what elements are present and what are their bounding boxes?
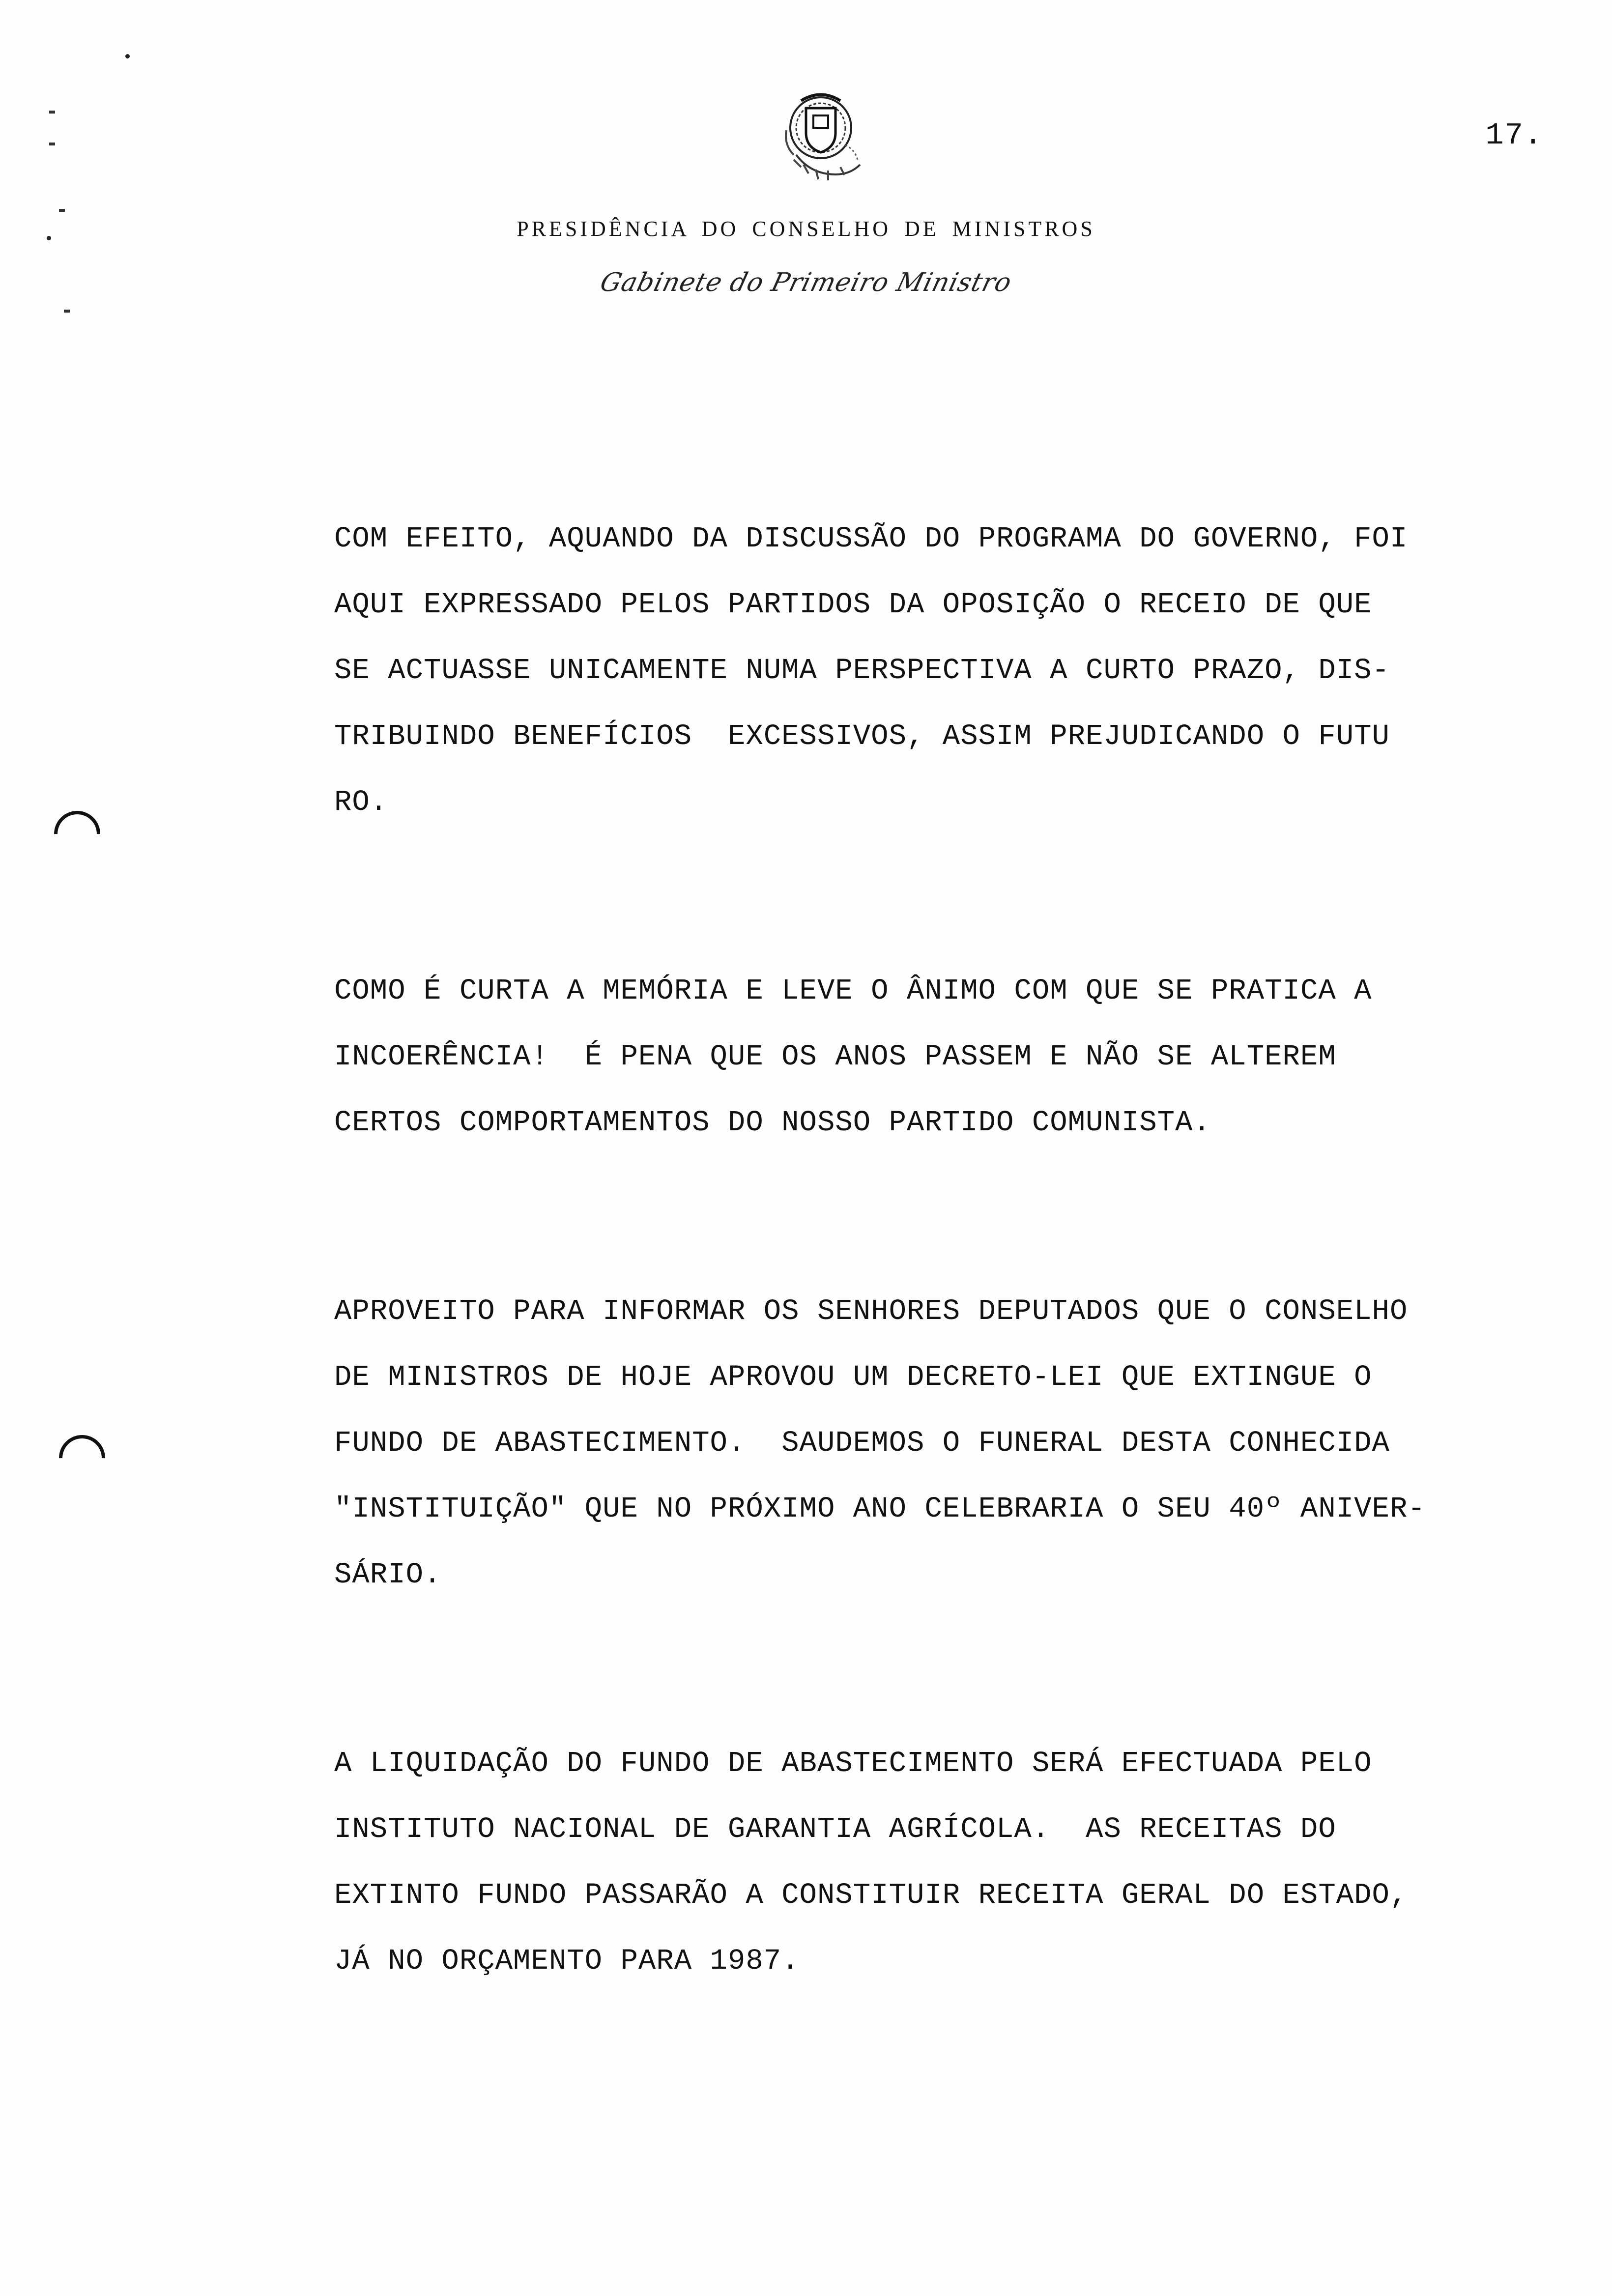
- punch-hole-mark-icon: [45, 802, 110, 867]
- paragraph: [334, 1279, 1524, 1608]
- text-line: CERTOS COMPORTAMENTOS DO NOSSO PARTIDO COMUNISTA.: [334, 1106, 1211, 1139]
- letterhead-title: PRESIDÊNCIA DO CONSELHO DE MINISTROS: [517, 217, 1095, 241]
- punch-hole-mark-icon: [50, 1426, 115, 1491]
- paragraph: [334, 506, 1524, 835]
- text-line: TRIBUINDO BENEFÍCIOS EXCESSIVOS, ASSIM PREJUDICANDO O FUTU: [334, 720, 1390, 753]
- scan-speck: [125, 54, 130, 58]
- scan-speck: [59, 209, 65, 212]
- text-line: RO.: [334, 786, 388, 819]
- text-line: EXTINTO FUNDO PASSARÃO A CONSTITUIR RECEITA GERAL DO ESTADO,: [334, 1879, 1408, 1912]
- text-line: INSTITUTO NACIONAL DE GARANTIA AGRÍCOLA. AS RECEITAS DO: [334, 1813, 1336, 1846]
- text-line: FUNDO DE ABASTECIMENTO. SAUDEMOS O FUNERAL DESTA CONHECIDA: [334, 1427, 1390, 1460]
- scan-speck: [49, 143, 55, 145]
- text-line: "INSTITUIÇÃO" QUE NO PRÓXIMO ANO CELEBRARIA O SEU 40º ANIVER-: [334, 1492, 1426, 1525]
- text-line: INCOERÊNCIA! É PENA QUE OS ANOS PASSEM E NÃO SE ALTEREM: [334, 1040, 1336, 1073]
- page-number: 17.: [1485, 118, 1543, 153]
- paragraph: [334, 1731, 1524, 1994]
- paragraph: [334, 958, 1524, 1156]
- letter-body: [334, 506, 1524, 1994]
- scan-speck: [49, 111, 55, 114]
- text-line: COM EFEITO, AQUANDO DA DISCUSSÃO DO PROGRAMA DO GOVERNO, FOI: [334, 522, 1408, 555]
- letterhead-subtitle: Gabinete do Primeiro Ministro: [597, 268, 1015, 297]
- coat-of-arms-icon: [767, 86, 885, 209]
- scan-speck: [64, 310, 70, 313]
- text-line: JÁ NO ORÇAMENTO PARA 1987.: [334, 1945, 800, 1978]
- text-line: AQUI EXPRESSADO PELOS PARTIDOS DA OPOSIÇÃO O RECEIO DE QUE: [334, 588, 1372, 621]
- text-line: DE MINISTROS DE HOJE APROVOU UM DECRETO-LEI QUE EXTINGUE O: [334, 1361, 1372, 1394]
- text-line: APROVEITO PARA INFORMAR OS SENHORES DEPUTADOS QUE O CONSELHO: [334, 1295, 1408, 1328]
- text-line: COMO É CURTA A MEMÓRIA E LEVE O ÂNIMO COM QUE SE PRATICA A: [334, 975, 1372, 1007]
- text-line: SÁRIO.: [334, 1558, 442, 1591]
- text-line: SE ACTUASSE UNICAMENTE NUMA PERSPECTIVA A CURTO PRAZO, DIS-: [334, 654, 1390, 687]
- text-line: A LIQUIDAÇÃO DO FUNDO DE ABASTECIMENTO SERÁ EFECTUADA PELO: [334, 1747, 1372, 1780]
